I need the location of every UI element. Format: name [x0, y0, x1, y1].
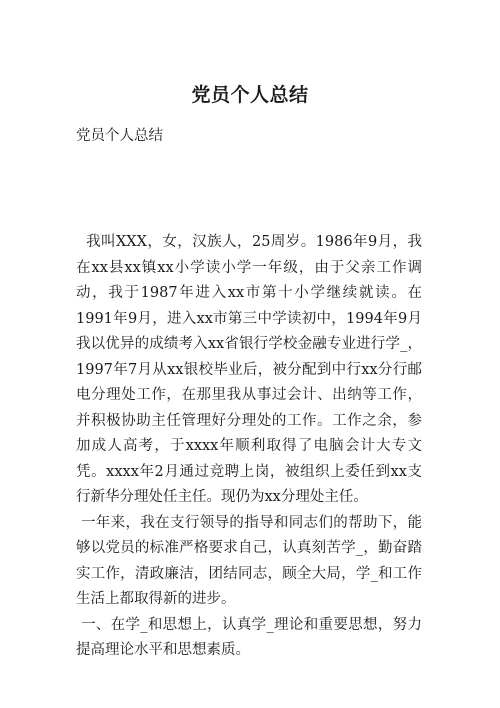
document-subtitle: 党员个人总结	[76, 128, 163, 144]
document-title: 党员个人总结	[191, 84, 309, 106]
paragraph-section-one: 一、在学_和思想上，认真学_理论和重要思想，努力提高理论水平和思想素质。	[76, 616, 423, 658]
document-body	[76, 230, 422, 664]
paragraph-personal-history: 我叫XXX，女，汉族人，25周岁。1986年9月，我在xx县xx镇xx小学读小学一年级，由于父亲工作调动，我于1987年进入xx市第十小学继续就读。在1991年9月，进入xx市第三中学读初中，1994年9月我以优异的成绩考入xx省银行学校金融专业进行学_，1997年7月从xx银校毕业后，被分配到中行xx分行邮电分理处工作，在那里我从事过会计、出纳等工作，并积极协助主任管理好分理处的工作。工作之余，参加成人高考，于xxxx年顺利取得了电脑会计大专文凭。xxxx年2月通过竞聘上岗，被组织上委任到xx支行新华分理处任主任。现仍为xx分理处主任。	[76, 234, 423, 505]
paragraph-year-summary: 一年来，我在支行领导的指导和同志们的帮助下，能够以党员的标准严格要求自己，认真刻苦学_，勤奋踏实工作，清政廉洁，团结同志，顾全大局，学_和工作生活上都取得新的进步。	[76, 514, 422, 607]
